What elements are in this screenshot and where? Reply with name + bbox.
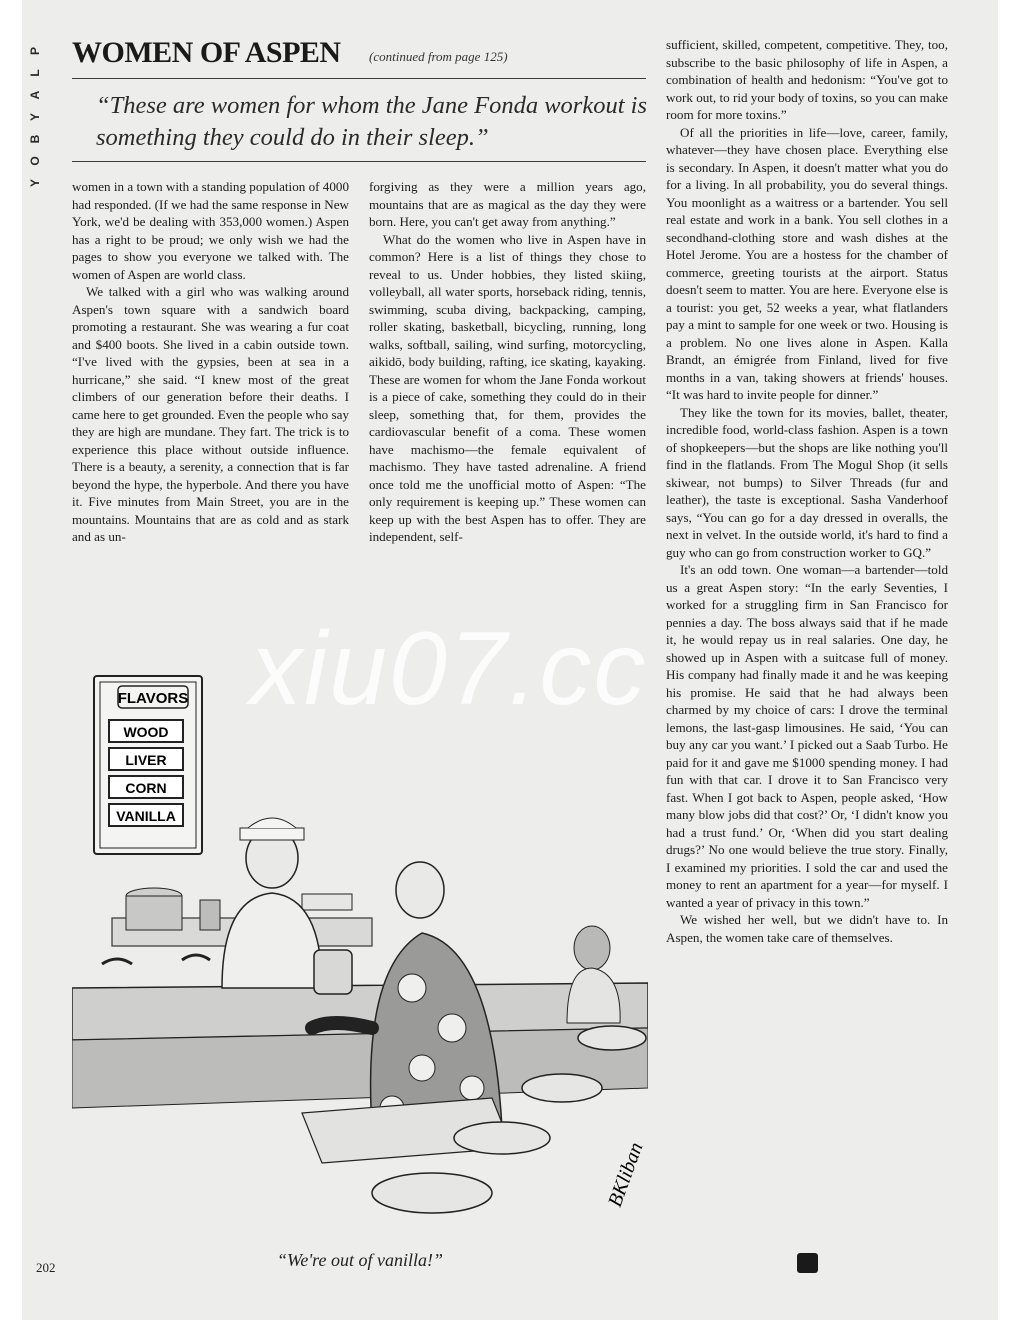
napkin-holder bbox=[314, 950, 352, 994]
stool bbox=[454, 1122, 550, 1154]
bunny-logo-icon bbox=[797, 1253, 818, 1273]
text-column-1 bbox=[72, 178, 349, 546]
magazine-vertical-name: P L A Y B O Y bbox=[28, 47, 42, 188]
page-number: 202 bbox=[36, 1260, 56, 1275]
stool bbox=[578, 1026, 646, 1050]
pullquote-rule bbox=[72, 161, 646, 162]
paragraph: It's an odd town. One woman—a bartender—told us a great Aspen story: “In the early Seventies, I worked for a struggling firm in San Francisco for pennies a day. The boss always said that if he made it, he would repay us in real salaries. One day, he showed up in Aspen with a suitcase full of money. His company had finally made it and he was keeping his promise. He said that he had always been charmed by my choice of cars: I drove the terminal lemons, the last-gasp limousines. He said, ‘You can buy any car you want.’ I picked out a Saab Turbo. He paid for it and gave me $1000 spending money. I had fun with that car. I drove it to San Francisco very fast. When I got back to Aspen, people asked, ‘How many blow jobs did that cost?’ Or, ‘I didn't know you had a trust fund.’ Or, ‘When did you start dealing drugs?’ No one would believe the true story. Finally, I examined my priorities. I sold the car and used the money to rent an apartment for a year—for myself. I wanted a year of privacy in this town.” bbox=[666, 562, 948, 910]
stool bbox=[372, 1173, 492, 1213]
flavors-sign-title: FLAVORS bbox=[117, 690, 189, 707]
continued-note: (continued from page 125) bbox=[369, 49, 508, 64]
pull-quote: “These are women for whom the Jane Fonda workout is something they could do in their sleep.” bbox=[96, 92, 647, 151]
paragraph: forgiving as they were a million years ago, mountains that are as magical as the day they were born. Here, you can't get away from anything.” bbox=[369, 179, 646, 229]
paragraph: We talked with a girl who was walking around Aspen's town square with a sandwich board promoting a restaurant. She was wearing a fur coat and $400 boots. She lived in a cabin outside town. “I've lived with the gypsies, been at sea in a hurricane,” she said. “I knew most of the great climbers of our generation before their deaths. I came here to get grounded. Even the people who say they are high are mundane. They fart. The trick is to experience this place without outside influence. There is a beauty, a serenity, a connection that is far beyond the hype, the hyperbole. And there you have it. Five minutes from Main Street, you are in the mountains. Mountains that are as cold and as stark and as un- bbox=[72, 284, 349, 544]
paragraph: They like the town for its movies, ballet, theater, incredible food, world-class fashion. Aspen is a town of shopkeepers—but the shops are like nothing you'll find in the flatlands. From The Mogul Shop (it sells skiwear, not bumps) to Silver Threads (fur and leather), the taste is exceptional. Sasha Vanderhoof says, “You can go for a day dressed in overalls, the next in velvet. In the outside world, it's hard to find a guy who can go from construction worker to GQ.” bbox=[666, 404, 948, 560]
title-rule bbox=[72, 78, 646, 79]
girl-head bbox=[574, 926, 610, 970]
flavor-label: CORN bbox=[125, 780, 167, 796]
article-title: WOMEN OF ASPEN bbox=[72, 36, 341, 69]
paragraph: sufficient, skilled, competent, competitive. They, too, subscribe to the basic philosophy of life in Aspen, a combination of health and hedonism: “You've got to work out, to rid your body of toxins, so you can make room for more toxins.” bbox=[666, 37, 948, 122]
flavor-label: VANILLA bbox=[116, 808, 176, 824]
artist-signature: BKliban bbox=[604, 1139, 648, 1210]
watermark: xiu07.cc bbox=[250, 611, 648, 727]
flavor-label: LIVER bbox=[125, 752, 167, 768]
soup-pot bbox=[126, 896, 182, 930]
flavor-label: WOOD bbox=[123, 724, 169, 740]
text-column-3 bbox=[666, 36, 948, 946]
customer-head bbox=[396, 862, 444, 918]
paragraph: We wished her well, but we didn't have to. In Aspen, the women take care of themselves. bbox=[666, 912, 948, 945]
cartoon-caption: “We're out of vanilla!” bbox=[276, 1250, 444, 1270]
stool bbox=[522, 1074, 602, 1102]
text-column-2 bbox=[369, 178, 646, 546]
paragraph: What do the women who live in Aspen have in common? Here is a list of things they chose to reveal to us. Under hobbies, they listed skiing, volleyball, all water sports, horseback riding, tennis, swimming, scuba diving, backpacking, camping, roller skating, basketball, bicycling, running, long walks, softball, sailing, wind surfing, motorcycling, aikidō, body building, rafting, ice skating, kayaking. These are women for whom the Jane Fonda workout is a piece of cake, something they could do in their sleep, something that, for them, provides the cardiovascular benefit of a coma. These women have machismo—the female equivalent of machismo. They have tasted adrenaline. A friend once told me the unofficial motto of Aspen: “The only requirement is keeping up.” These women can keep up with the best Aspen has to offer. They are independent, self- bbox=[369, 231, 646, 544]
paragraph: Of all the priorities in life—love, career, family, whatever—they have chosen place. Everything else is secondary. In Aspen, it doesn't matter what you do for a living. In all probability, you do several things. You moonlight as a waitress or a bartender. You sell real estate and work in a bank. You sell clothes in a secondhand-clothing store and wash dishes at the Hotel Jerome. You are a hostess for the chamber of commerce, greeting tourists at the airport. Status doesn't seem to matter. You are here. Everyone else is a tourist: you get, 52 weeks a year, what flatlanders pay a mint to sample for one week or two. Housing is a problem. No one lives alone in Aspen. Kalla Brandt, an émigrée from Finland, lived for five months in a van, taking showers at friends' houses. “It was hard to invite people for dinner.” bbox=[666, 124, 948, 402]
paragraph: women in a town with a standing population of 4000 had responded. (If we had the same response in New York, we'd be dealing with 353,000 women.) Aspen has a right to be proud; we only wish we had the pages to show you everyone we talked with. The women of Aspen are world class. bbox=[72, 179, 349, 282]
cartoon-illustration bbox=[72, 668, 648, 1240]
